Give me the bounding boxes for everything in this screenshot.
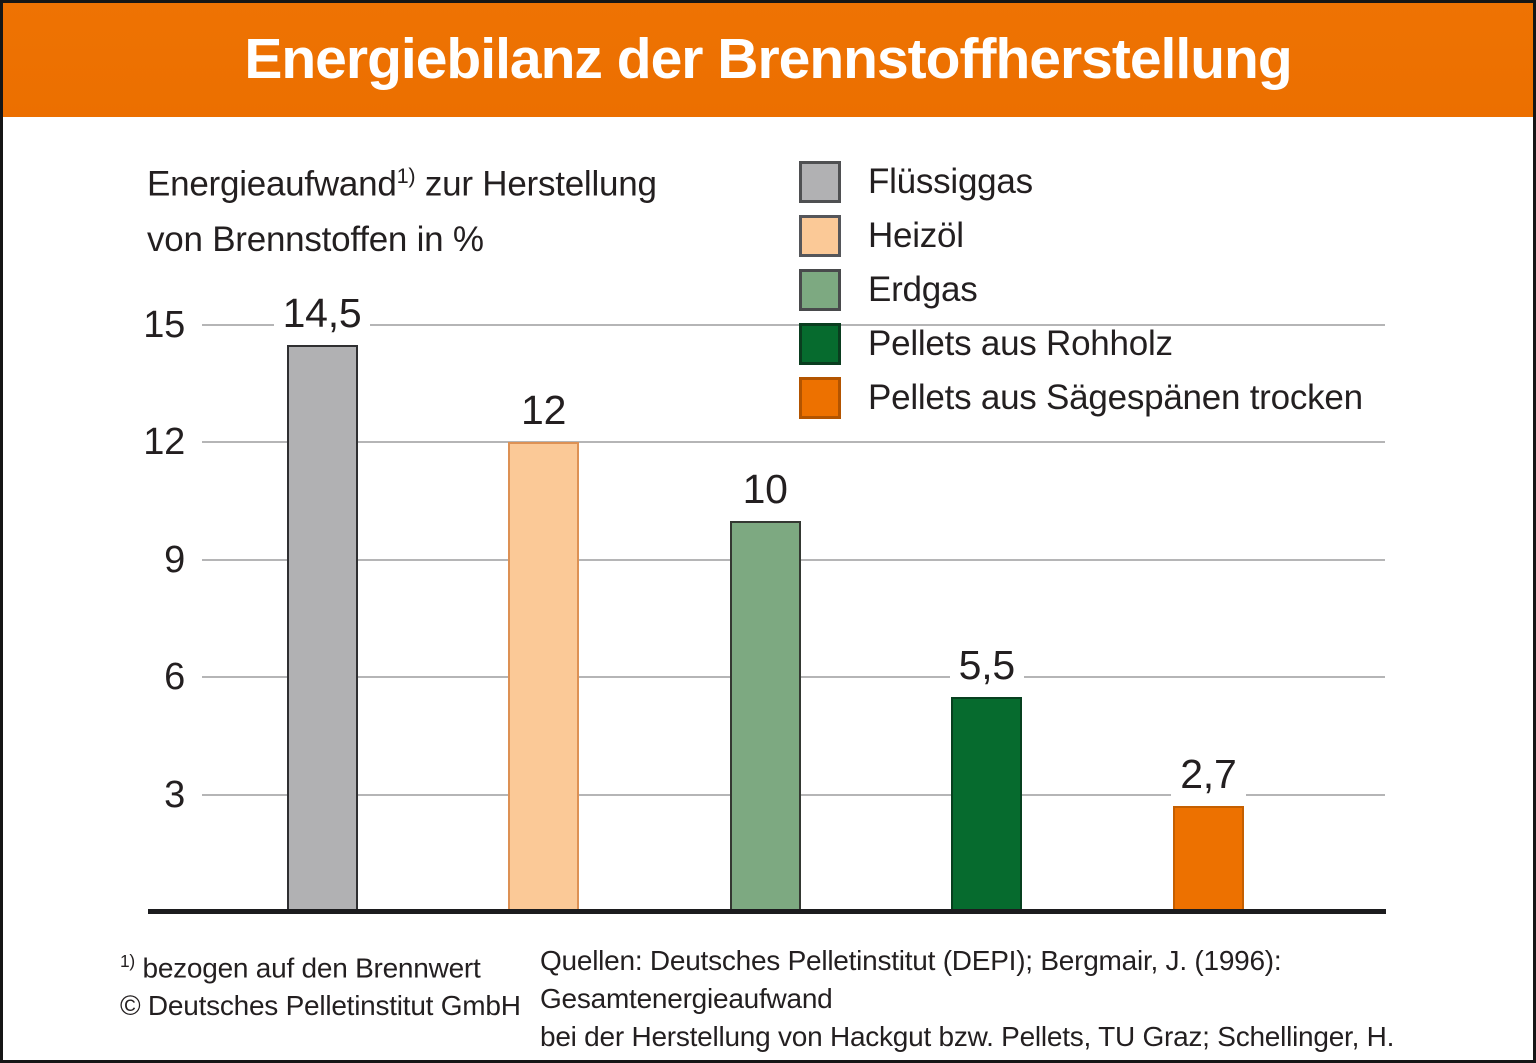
copyright-line: © Deutsches Pelletinstitut GmbH bbox=[120, 990, 521, 1022]
y-axis-tick-label: 12 bbox=[143, 421, 185, 464]
legend-item bbox=[799, 377, 1363, 419]
footnote-left bbox=[120, 942, 521, 1025]
bar-value-label bbox=[1098, 750, 1318, 798]
legend-label: Pellets aus Sägespänen trocken bbox=[868, 378, 1363, 417]
bar-value-text: 2,7 bbox=[1171, 751, 1245, 797]
legend-item bbox=[799, 161, 1363, 203]
bar-Pellets aus Sägespänen trocken bbox=[1173, 806, 1244, 911]
y-axis-tick-label: 9 bbox=[164, 538, 185, 581]
sources-line2: bei der Herstellung von Hackgut bzw. Pellets, TU Graz; Schellinger, H. bbox=[540, 1021, 1395, 1052]
bar-Erdgas bbox=[730, 521, 801, 911]
page-title: Energiebilanz der Brennstoffherstellung bbox=[244, 26, 1292, 91]
bar-value-label bbox=[877, 641, 1097, 689]
bar-value-text: 14,5 bbox=[274, 290, 371, 336]
bar-Flüssiggas bbox=[287, 345, 358, 911]
legend-item bbox=[799, 215, 1363, 257]
legend-label: Flüssiggas bbox=[868, 162, 1033, 201]
legend-swatch-4 bbox=[799, 377, 841, 419]
bar-value-text: 5,5 bbox=[950, 642, 1024, 688]
legend-swatch-0 bbox=[799, 161, 841, 203]
footnote-marker: 1) bbox=[120, 951, 135, 971]
footnote-sources bbox=[540, 942, 1440, 1056]
legend-item bbox=[799, 269, 1363, 311]
legend-label: Erdgas bbox=[868, 270, 978, 309]
x-axis-line bbox=[148, 909, 1386, 914]
y-axis-tick-label: 3 bbox=[164, 773, 185, 816]
legend-swatch-2 bbox=[799, 269, 841, 311]
legend-swatch-1 bbox=[799, 215, 841, 257]
y-axis-tick-label: 15 bbox=[143, 304, 185, 347]
chart-subtitle-line1: Energieaufwand$^{1)}$ zur Herstellung bbox=[147, 163, 657, 204]
bar-value-label bbox=[655, 465, 875, 513]
legend-label: Pellets aus Rohholz bbox=[868, 324, 1173, 363]
sources-line1: Quellen: Deutsches Pelletinstitut (DEPI); Bergmair, J. (1996): Gesamtenergieaufwand bbox=[540, 945, 1282, 1014]
bar-Heizöl bbox=[508, 442, 579, 911]
legend-label: Heizöl bbox=[868, 216, 964, 255]
chart-subtitle bbox=[147, 148, 657, 267]
y-axis-tick-label: 6 bbox=[164, 656, 185, 699]
chart-legend bbox=[799, 161, 1363, 431]
bar-value-label bbox=[212, 289, 432, 337]
bar-Pellets aus Rohholz bbox=[951, 697, 1022, 911]
footnote-marker: 1) bbox=[396, 163, 416, 188]
chart-subtitle-line2: von Brennstoffen in % bbox=[147, 219, 484, 259]
chart-header bbox=[0, 0, 1536, 117]
footnote-brennwert: $^{1)}$ bezogen auf den Brennwert bbox=[120, 951, 481, 984]
legend-item bbox=[799, 323, 1363, 365]
bar-value-label bbox=[434, 386, 654, 434]
bar-value-text: 10 bbox=[734, 466, 797, 512]
gridline-12 bbox=[202, 441, 1385, 443]
legend-swatch-3 bbox=[799, 323, 841, 365]
bar-value-text: 12 bbox=[512, 387, 575, 433]
